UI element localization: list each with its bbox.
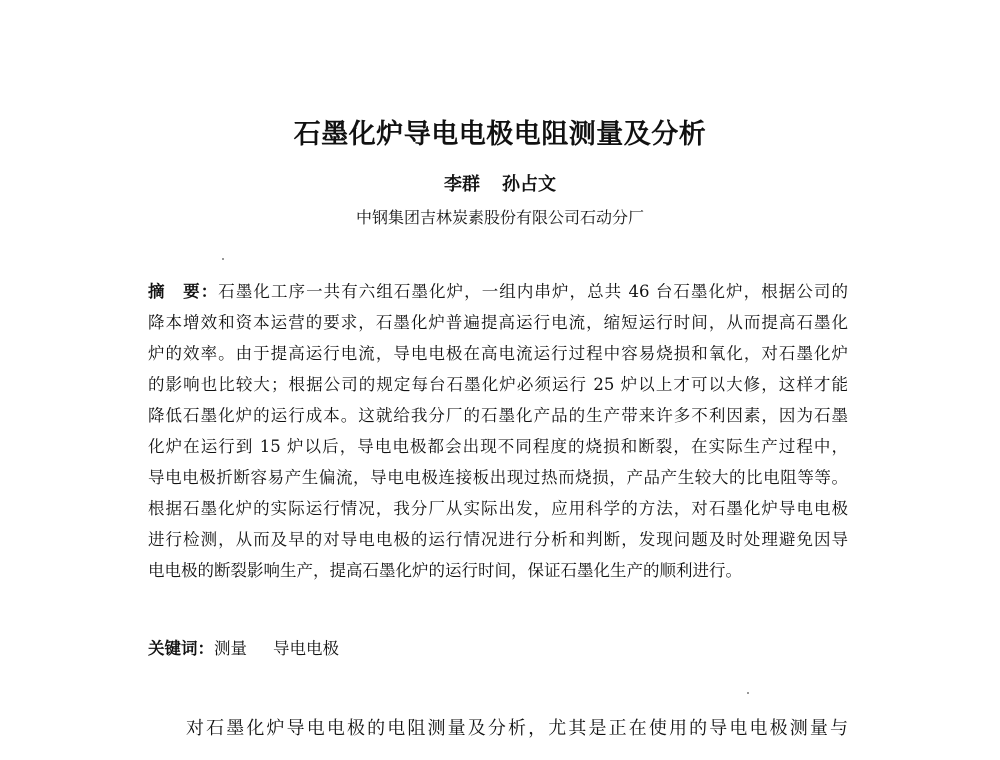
abstract-line: 化炉在运行到 15 炉以后，导电电极都会出现不同程度的烧损和断裂，在实际生产过程中， [148, 437, 848, 456]
abstract [148, 276, 848, 586]
abstract-line: 电电极的断裂影响生产，提高石墨化炉的运行时间，保证石墨化生产的顺利进行。 [148, 561, 742, 580]
author-affiliation: 中钢集团吉林炭素股份有限公司石动分厂 [355, 208, 644, 227]
body-paragraph: 对石墨化炉导电电极的电阻测量及分析，尤其是正在使用的导电电极测量与 [186, 718, 848, 739]
abstract-line: 的影响也比较大；根据公司的规定每台石墨化炉必须运行 25 炉以上才可以大修，这样才能 [148, 375, 848, 394]
author-name: 李群 [444, 174, 480, 195]
abstract-line: 进行检测，从而及早的对导电电极的运行情况进行分析和判断，发现问题及时处理避免因导 [148, 530, 848, 549]
keywords [148, 633, 848, 664]
author-name: 孙占文 [502, 174, 556, 195]
author-list [0, 170, 1000, 196]
scan-speck [747, 692, 749, 694]
abstract-line [148, 276, 848, 307]
keyword: 导电电极 [273, 639, 339, 658]
abstract-text: 石墨化工序一共有六组石墨化炉，一组内串炉，总共 46 台石墨化炉，根据公司的 [218, 282, 848, 301]
abstract-line: 降本增效和资本运营的要求，石墨化炉普遍提高运行电流，缩短运行时间，从而提高石墨化 [148, 313, 848, 332]
scan-speck [222, 258, 224, 260]
abstract-line: 炉的效率。由于提高运行电流，导电电极在高电流运行过程中容易烧损和氧化，对石墨化炉 [148, 344, 848, 363]
abstract-line: 根据石墨化炉的实际运行情况，我分厂从实际出发，应用科学的方法，对石墨化炉导电电极 [148, 499, 848, 518]
paper-title: 石墨化炉导电电极电阻测量及分析 [293, 119, 707, 150]
abstract-label: 摘 要： [148, 282, 219, 301]
keywords-label: 关键词： [148, 639, 214, 658]
keyword: 测量 [214, 639, 247, 658]
abstract-line: 降低石墨化炉的运行成本。这就给我分厂的石墨化产品的生产带来许多不利因素，因为石墨 [148, 406, 848, 425]
abstract-line: 导电电极折断容易产生偏流，导电电极连接板出现过热而烧损，产品产生较大的比电阻等等。 [148, 468, 848, 487]
